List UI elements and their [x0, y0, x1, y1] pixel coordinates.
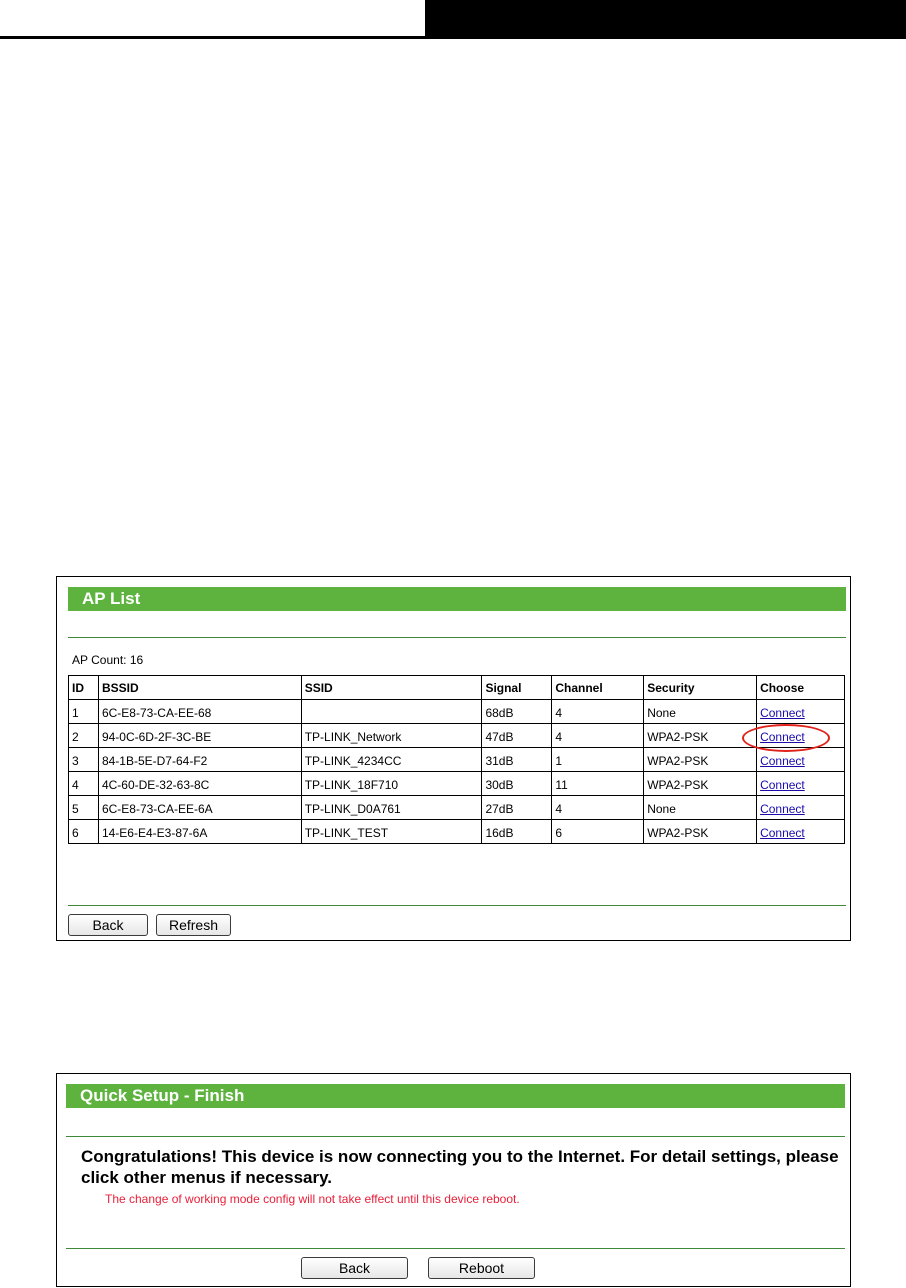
- cell-ssid: TP-LINK_D0A761: [301, 796, 482, 820]
- divider: [68, 905, 846, 906]
- cell-id: 1: [69, 700, 99, 724]
- table-row: [69, 724, 845, 748]
- refresh-button[interactable]: Refresh: [156, 914, 231, 936]
- back-button[interactable]: Back: [301, 1257, 408, 1279]
- reboot-warning: The change of working mode config will not take effect until this device reboot.: [105, 1192, 520, 1206]
- divider: [68, 637, 846, 638]
- connect-link[interactable]: Connect: [760, 705, 805, 720]
- cell-bssid: 6C-E8-73-CA-EE-6A: [98, 796, 301, 820]
- cell-ssid: [301, 700, 482, 724]
- cell-bssid: 94-0C-6D-2F-3C-BE: [98, 724, 301, 748]
- cell-choose: [757, 772, 845, 796]
- table-row: [69, 772, 845, 796]
- cell-signal: 47dB: [482, 724, 552, 748]
- connect-link[interactable]: Connect: [760, 777, 805, 792]
- back-button[interactable]: Back: [68, 914, 148, 936]
- cell-signal: 31dB: [482, 748, 552, 772]
- cell-channel: 4: [552, 724, 644, 748]
- cell-channel: 11: [552, 772, 644, 796]
- cell-ssid: TP-LINK_4234CC: [301, 748, 482, 772]
- connect-link[interactable]: Connect: [760, 753, 805, 768]
- cell-id: 6: [69, 820, 99, 844]
- congratulations-message: Congratulations! This device is now connecting you to the Internet. For detail settings, please click other menus if necessary.: [81, 1147, 839, 1187]
- cell-channel: 4: [552, 796, 644, 820]
- table-row: [69, 748, 845, 772]
- cell-bssid: 6C-E8-73-CA-EE-68: [98, 700, 301, 724]
- cell-security: WPA2-PSK: [644, 724, 757, 748]
- connect-link[interactable]: Connect: [760, 825, 805, 840]
- cell-ssid: TP-LINK_TEST: [301, 820, 482, 844]
- cell-id: 5: [69, 796, 99, 820]
- quick-setup-title: Quick Setup - Finish: [66, 1084, 845, 1108]
- col-ssid-header: SSID: [301, 676, 482, 700]
- table-row: [69, 820, 845, 844]
- col-signal-header: Signal: [482, 676, 552, 700]
- connect-link[interactable]: Connect: [760, 729, 805, 744]
- reboot-button[interactable]: Reboot: [428, 1257, 535, 1279]
- col-bssid-header: BSSID: [98, 676, 301, 700]
- cell-security: None: [644, 796, 757, 820]
- cell-signal: 16dB: [482, 820, 552, 844]
- header-rule: [0, 36, 906, 39]
- divider: [66, 1248, 845, 1249]
- cell-choose: [757, 700, 845, 724]
- divider: [66, 1136, 845, 1137]
- header-bar: [425, 0, 906, 38]
- cell-choose: [757, 796, 845, 820]
- cell-id: 3: [69, 748, 99, 772]
- table-header-row: [69, 676, 845, 700]
- ap-count: AP Count: 16: [72, 653, 144, 667]
- highlight-circle: [742, 724, 830, 752]
- cell-security: WPA2-PSK: [644, 748, 757, 772]
- cell-signal: 27dB: [482, 796, 552, 820]
- cell-choose: [757, 820, 845, 844]
- cell-ssid: TP-LINK_Network: [301, 724, 482, 748]
- cell-bssid: 84-1B-5E-D7-64-F2: [98, 748, 301, 772]
- ap-list-title: AP List: [68, 587, 846, 611]
- cell-ssid: TP-LINK_18F710: [301, 772, 482, 796]
- cell-signal: 68dB: [482, 700, 552, 724]
- quick-setup-finish-panel: [56, 1073, 851, 1287]
- ap-list-panel: [56, 576, 851, 941]
- cell-id: 2: [69, 724, 99, 748]
- cell-signal: 30dB: [482, 772, 552, 796]
- connect-link[interactable]: Connect: [760, 801, 805, 816]
- cell-channel: 6: [552, 820, 644, 844]
- cell-channel: 4: [552, 700, 644, 724]
- col-security-header: Security: [644, 676, 757, 700]
- cell-security: WPA2-PSK: [644, 772, 757, 796]
- cell-security: WPA2-PSK: [644, 820, 757, 844]
- col-id-header: ID: [69, 676, 99, 700]
- table-row: [69, 796, 845, 820]
- ap-table: [68, 675, 845, 844]
- cell-id: 4: [69, 772, 99, 796]
- col-channel-header: Channel: [552, 676, 644, 700]
- cell-bssid: 4C-60-DE-32-63-8C: [98, 772, 301, 796]
- cell-channel: 1: [552, 748, 644, 772]
- cell-security: None: [644, 700, 757, 724]
- cell-bssid: 14-E6-E4-E3-87-6A: [98, 820, 301, 844]
- table-row: [69, 700, 845, 724]
- col-choose-header: Choose: [757, 676, 845, 700]
